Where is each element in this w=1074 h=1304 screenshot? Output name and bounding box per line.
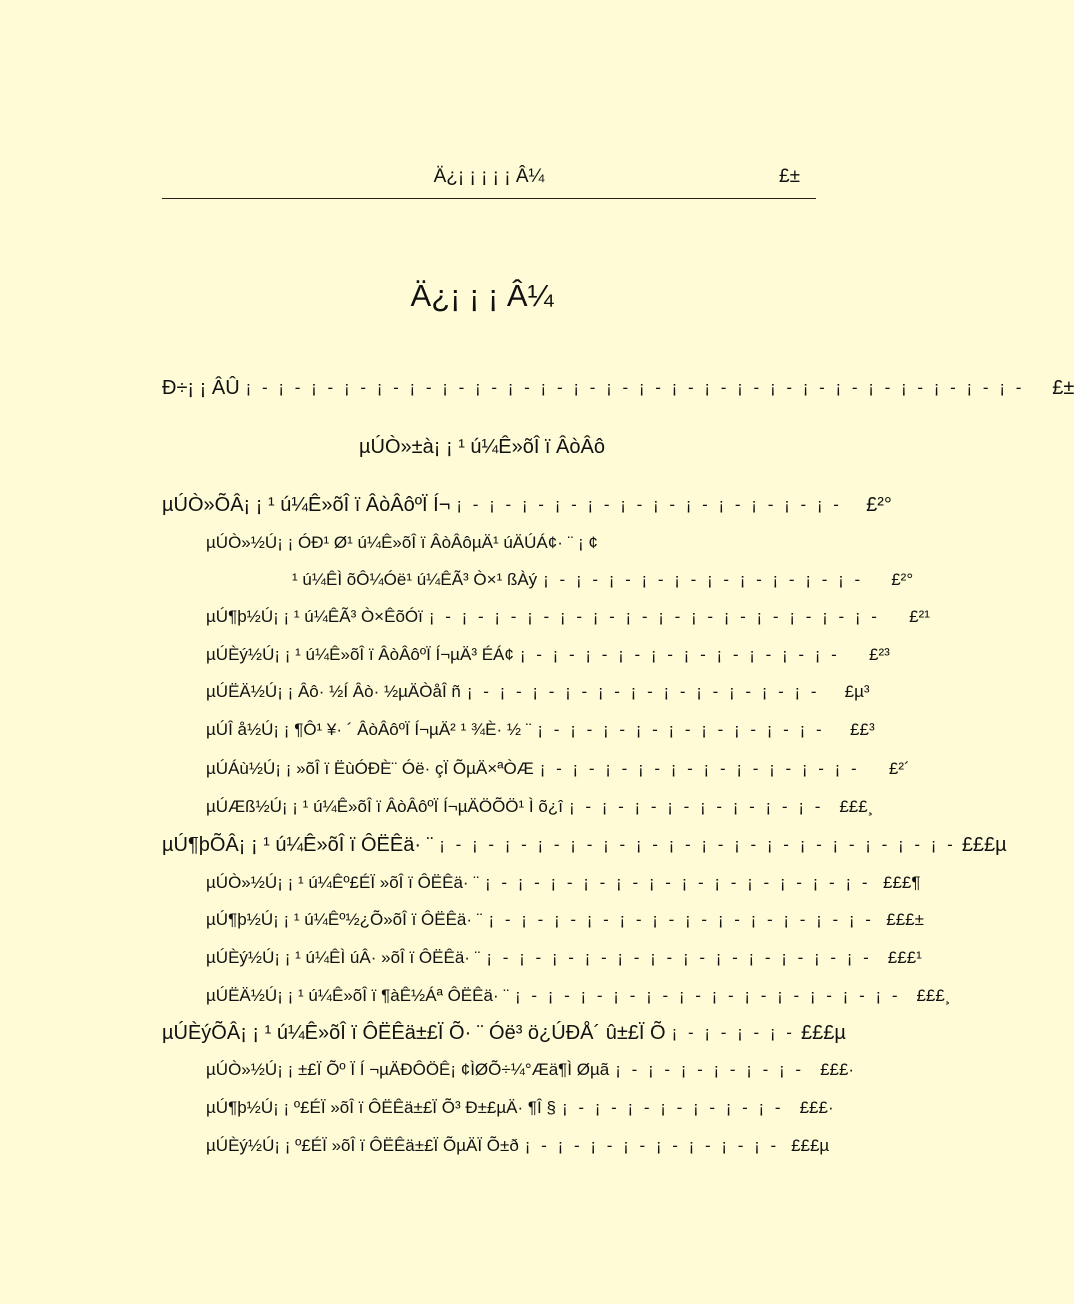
toc-entry-label: µÚÈý½Ú¡ ¡ ¹ ú¼Ê»õÎ ï ÂòÂôºÏ Í¬µÄ³ ÉÁ¢ [206,645,514,664]
toc-entry[interactable] [206,943,922,973]
toc-entry[interactable] [206,868,921,898]
toc-entry-leader: ¡ - ¡ - ¡ - ¡ - ¡ - ¡ - ¡ - [561,1098,784,1117]
toc-entry-label: µÚ¶þ½Ú¡ ¡ ¹ ú¼Êº½¿Õ»õÎ ï ÔËÊä· ¨ [206,910,483,929]
toc-entry-page: £²° [891,570,914,589]
toc-entry[interactable] [206,981,951,1011]
toc-entry-label: µÚÆß½Ú¡ ¡ ¹ ú¼Ê»õÎ ï ÂòÂôºÏ Í¬µÄÖÕÖ¹ Ì õ¿î [206,797,563,816]
toc-entry-label: µÚÈý½Ú¡ ¡ º£ÉÏ »õÎ ï ÔËÊä±£Ï ÕµÄÏ Õ±ð [206,1136,519,1155]
toc-entry[interactable] [206,792,874,822]
toc-entry-label: µÚËÄ½Ú¡ ¡ Âô· ½Í Âò· ½µÄÒåÎ ñ [206,682,461,701]
toc-entry-leader: ¡ - ¡ - ¡ - ¡ - ¡ - ¡ - ¡ - ¡ - ¡ - ¡ - ¡ - ¡ - ¡ - ¡ - ¡ - ¡ - ¡ - ¡ - ¡ - ¡ - ¡ - ¡ - ¡ - ¡ - [245,378,1025,397]
toc-entry-leader: ¡ - ¡ - ¡ - ¡ - ¡ - ¡ - [615,1060,805,1079]
toc-entry-leader: ¡ - ¡ - ¡ - ¡ - ¡ - ¡ - ¡ - ¡ - ¡ - [537,720,825,739]
running-header-page-number: £± [779,166,800,187]
toc-entry-page: £££¹ [887,948,922,967]
toc-entry[interactable] [206,754,910,784]
toc-entry-leader: ¡ - ¡ - ¡ - ¡ - ¡ - ¡ - ¡ - ¡ - ¡ - ¡ - ¡ - ¡ - [488,910,874,929]
toc-entry-page: £££µ [800,1021,846,1044]
toc-entry-page: £²° [866,493,892,516]
toc-entry-preface[interactable] [162,373,1074,403]
toc-entry-label: µÚ¶þ½Ú¡ ¡ º£ÉÏ »õÎ ï ÔËÊä±£Ï Õ³ Ð±£µÄ· ¶Î § [206,1098,556,1117]
toc-entry-leader: ¡ - ¡ - ¡ - ¡ - ¡ - ¡ - ¡ - ¡ - ¡ - ¡ - ¡ - ¡ - [515,986,901,1005]
toc-entry-leader: ¡ - ¡ - ¡ - ¡ - ¡ - ¡ - ¡ - ¡ - ¡ - ¡ - ¡ - ¡ - ¡ - ¡ - [428,607,880,626]
toc-entry-label: µÚ¶þÕÂ¡ ¡ ¹ ú¼Ê»õÎ ï ÔËÊä· ¨ [162,833,434,856]
toc-entry[interactable] [206,640,890,670]
toc-entry-label: µÚÒ»ÕÂ¡ ¡ ¹ ú¼Ê»õÎ ï ÂòÂôºÏ Í¬ [162,493,451,516]
toc-entry[interactable] [162,490,892,520]
toc-entry-page: £²³ [869,645,890,664]
toc-entry-page: £££¸ [839,797,874,816]
toc-entry-leader: ¡ - ¡ - ¡ - ¡ - ¡ - ¡ - ¡ - ¡ - [568,797,824,816]
toc-entry-leader: ¡ - ¡ - ¡ - ¡ - [671,1023,795,1042]
toc-heading: Ä¿¡ ¡ ¡ Â¼ [410,278,554,313]
part-title: µÚÒ»±à¡ ¡ ¹ ú¼Ê»õÎ ï ÂòÂô [359,436,605,458]
toc-entry-page: £££µ [791,1136,830,1155]
toc-entry[interactable] [206,1093,834,1123]
toc-entry-page: £££¸ [916,986,951,1005]
toc-entry-leader: ¡ - ¡ - ¡ - ¡ - ¡ - ¡ - ¡ - ¡ - ¡ - ¡ - ¡ - ¡ - ¡ - ¡ - ¡ - ¡ - [439,835,956,854]
toc-entry-leader: ¡ - ¡ - ¡ - ¡ - ¡ - ¡ - ¡ - ¡ - ¡ - ¡ - [539,759,860,778]
toc-entry-page: £££¶ [882,873,921,892]
toc-entry-label: µÚÎ å½Ú¡ ¡ ¶Ô¹ ¥· ´ ÂòÂôºÏ Í¬µÄ² ¹ ¾È· ½ ¨ [206,720,532,739]
toc-entry-label: µÚÈýÕÂ¡ ¡ ¹ ú¼Ê»õÎ ï ÔËÊä±£Ï Õ· ¨ Óë³ ö¿ÚÐÅ´ û±£Ï Õ [162,1021,666,1044]
toc-entry-label: µÚÒ»½Ú¡ ¡ ¹ ú¼Êº£ÉÏ »õÎ ï ÔËÊä· ¨ [206,873,479,892]
toc-entry-leader: ¡ - ¡ - ¡ - ¡ - ¡ - ¡ - ¡ - ¡ - ¡ - ¡ - ¡ - [466,682,820,701]
toc-entry-label: µÚÒ»½Ú¡ ¡ ±£Ï Õº Ï Í ¬µÄÐÔÖÊ¡ ¢ÌØÕ÷¼°Æä¶Ì Øµã [206,1060,610,1079]
toc-entry[interactable] [206,602,930,632]
toc-entry-page: £µ³ [844,682,870,701]
toc-entry-page: £± [1052,376,1074,399]
toc-entry-label: µÚÒ»½Ú¡ ¡ ÓÐ¹ Ø¹ ú¼Ê»õÎ ï ÂòÂôµÄ¹ úÄÚÁ¢· ¨ ¡ ¢ [206,533,598,552]
toc-entry[interactable] [206,905,924,935]
toc-entry-page: ££³ [850,720,875,739]
toc-entry-page: £²´ [888,759,910,778]
running-header-title: Ä¿¡ ¡ ¡ ¡ ¡ Â¼ [433,166,545,187]
toc-entry-label: µÚËÄ½Ú¡ ¡ ¹ ú¼Ê»õÎ ï ¶àÊ½Áª ÔËÊä· ¨ [206,986,509,1005]
toc-entry[interactable] [206,1131,830,1161]
toc-entry[interactable] [206,715,875,745]
toc-entry-label: µÚ¶þ½Ú¡ ¡ ¹ ú¼ÊÃ³ Ò×ÊõÓï [206,607,423,626]
toc-entry-leader: ¡ - ¡ - ¡ - ¡ - ¡ - ¡ - ¡ - ¡ - ¡ - ¡ - ¡ - ¡ - [484,873,871,892]
toc-entry-label: µÚÁù½Ú¡ ¡ »õÎ ï ËùÓÐÈ¨ Óë· çÏ ÕµÄ×ªÒÆ [206,759,534,778]
toc-entry-leader: ¡ - ¡ - ¡ - ¡ - ¡ - ¡ - ¡ - ¡ - ¡ - ¡ - [519,645,840,664]
toc-entry-leader: ¡ - ¡ - ¡ - ¡ - ¡ - ¡ - ¡ - ¡ - [524,1136,780,1155]
toc-entry-page: £££µ [961,833,1007,856]
toc-entry-leader: ¡ - ¡ - ¡ - ¡ - ¡ - ¡ - ¡ - ¡ - ¡ - ¡ - ¡ - ¡ - [456,495,842,514]
toc-entry[interactable] [206,1055,855,1085]
toc-entry[interactable] [206,677,870,707]
toc-entry[interactable] [206,528,822,558]
toc-entry-page: £²¹ [909,607,930,626]
toc-entry-label: µÚÈý½Ú¡ ¡ ¹ ú¼ÊÌ úÂ· »õÎ ï ÔËÊä· ¨ [206,948,481,967]
toc-entry-page: £££± [886,910,924,929]
toc-entry[interactable] [162,830,1007,860]
toc-entry-leader: ¡ - ¡ - ¡ - ¡ - ¡ - ¡ - ¡ - ¡ - ¡ - ¡ - ¡ - ¡ - [486,948,872,967]
toc-entry-label: Ð÷¡ ¡ ÂÛ [162,376,240,399]
toc-entry-leader: ¡ - ¡ - ¡ - ¡ - ¡ - ¡ - ¡ - ¡ - ¡ - ¡ - [543,570,864,589]
toc-entry[interactable] [162,1018,846,1048]
toc-entry[interactable] [292,565,914,595]
toc-entry-page: £££· [799,1098,834,1117]
toc-entry-page: £££· [820,1060,855,1079]
toc-entry-label: ¹ ú¼ÊÌ õÔ¼Óë¹ ú¼ÊÃ³ Ò×¹ ßÀý [292,570,538,589]
